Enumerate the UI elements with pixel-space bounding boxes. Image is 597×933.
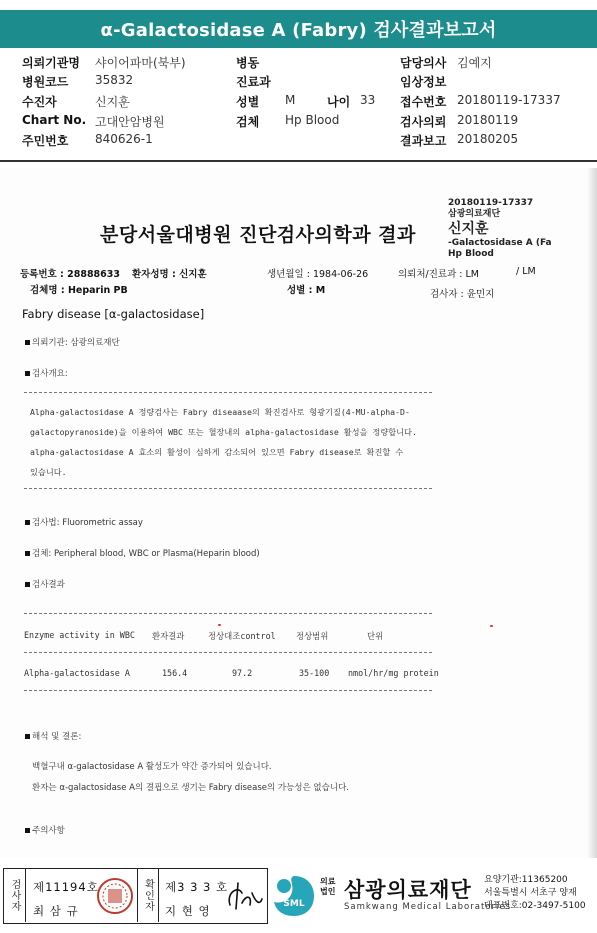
table-cell: 35-100 [299, 668, 330, 678]
divider-2 [24, 488, 432, 489]
clinical-info-label: 임상정보 [400, 75, 447, 89]
lab-contact [484, 874, 586, 913]
age-label: 나이 [327, 95, 351, 109]
scan-edge-shadow [587, 168, 597, 858]
chart-no-label: Chart No. [22, 113, 87, 127]
hospital-code-value: 35832 [95, 73, 134, 87]
examiner-license: 제11194호 [33, 880, 99, 894]
examiner-seal-icon [96, 877, 134, 915]
brand-name: 삼광의료재단 [344, 878, 472, 902]
examiner: 검사자 : 윤민지 [430, 289, 495, 300]
approver-signature-icon [224, 879, 264, 915]
ink-mark [490, 625, 493, 627]
ward-label: 병동 [236, 56, 260, 70]
report-title: α-Galactosidase A (Fabry) 검사결과보고서 [100, 20, 497, 41]
specimen-value: Hp Blood [285, 113, 340, 127]
lab-brand [272, 872, 597, 922]
doctor-value: 김예지 [457, 56, 492, 70]
bullet-results: 검사결과 [25, 578, 65, 590]
overview-line: alpha-galactosidase A 효소의 활성이 심하게 감소되어 있으면 Fabry disease로 확진할 수 [30, 447, 404, 457]
approver-name: 지 현 영 [165, 904, 211, 918]
table-bottom-rule [24, 690, 432, 691]
sex-value: M [285, 93, 296, 107]
contact-line: 서울특별시 서초구 양재 [484, 888, 577, 898]
approver-license: 제3 3 3 호 [165, 880, 229, 894]
brand-legal-type: 의료 법인 [320, 877, 336, 896]
table-header: 정상대조control [208, 631, 276, 641]
bullet-notes: 주의사항 [25, 824, 65, 836]
sex-label: 성별 [236, 95, 260, 109]
scan-report-title: 분당서울대병원 진단검사의학과 결과 [100, 224, 416, 246]
institution-label: 의뢰기관명 [22, 56, 80, 70]
request-date-label: 검사의뢰 [400, 115, 447, 129]
table-top-rule [24, 613, 432, 614]
sticker-specimen: Hp Blood [448, 249, 494, 259]
report-footer [0, 866, 597, 933]
ink-mark [218, 624, 221, 626]
contact-line: 대표번호:02-3497-5100 [484, 901, 586, 911]
header-divider [0, 160, 597, 162]
sticker-test-name: -Galactosidase A (Fa [448, 238, 552, 248]
resident-no-label: 주민번호 [22, 134, 69, 148]
ref-dept-2: / LM [516, 266, 536, 277]
table-cell: 97.2 [232, 668, 253, 678]
sml-logo-icon [272, 874, 316, 918]
approver-vertical-label: 확인자 [137, 869, 159, 922]
report-title-bar [0, 10, 597, 48]
info-row-5 [0, 132, 597, 151]
department-label: 진료과 [236, 75, 271, 89]
report-date-value: 20180205 [457, 132, 519, 146]
receipt-no-label: 접수번호 [400, 95, 447, 109]
brand-subtitle: Samkwang Medical Laboratories [344, 902, 512, 912]
interpretation-line: 백혈구내 α-galactosidase A 활성도가 약간 증가되어 있습니다. [32, 762, 272, 772]
info-row-1 [0, 54, 597, 73]
doctor-label: 담당의사 [400, 56, 447, 70]
bullet-specimen: 검체: Peripheral blood, WBC or Plasma(Heparin blood) [25, 547, 260, 559]
birth-date: 생년월일 : 1984-06-26 [267, 269, 369, 280]
ref-dept: 의뢰처/진료과 : LM [398, 269, 479, 280]
info-row-2 [0, 73, 597, 92]
bullet-interpretation: 해석 및 결론: [25, 730, 81, 742]
divider-1 [24, 392, 432, 393]
report-date-label: 결과보고 [400, 134, 447, 148]
section-title: Fabry disease [α-galactosidase] [22, 307, 205, 321]
hospital-code-label: 병원코드 [22, 75, 69, 89]
sticker-lab-name: 삼광의료재단 [448, 209, 501, 219]
request-date-value: 20180119 [457, 113, 519, 127]
examiner-name: 최 삼 규 [33, 904, 79, 918]
reg-no: 등록번호 : 28888633 [20, 269, 121, 280]
overview-line: Alpha-galactosidase A 정량검사는 Fabry diseaase의 확진검사로 형광기질(4-MU-alpha-D- [30, 407, 410, 417]
signature-box [3, 868, 268, 924]
interpretation-line: 환자는 α-galactosidase A의 결핍으로 생기는 Fabry disease의 가능성은 없습니다. [32, 783, 349, 793]
bullet-overview: 검사개요: [25, 367, 68, 379]
examiner-vertical-label: 검사자 [4, 869, 26, 922]
table-header: 환자결과 [152, 631, 185, 641]
info-row-4 [0, 113, 597, 132]
patient-info-grid [0, 54, 597, 154]
patient-value: 신지훈 [95, 95, 130, 109]
specimen-name: 검체명 : Heparin PB [30, 285, 128, 296]
table-cell: nmol/hr/mg protein [348, 668, 439, 678]
table-mid-rule [24, 652, 432, 653]
specimen-label-sticker [448, 198, 597, 260]
scanned-report [0, 168, 597, 858]
overview-paragraph [30, 402, 440, 482]
overview-line: 있습니다. [30, 467, 67, 477]
bullet-method: 검사법: Fluorometric assay [25, 516, 143, 528]
table-cell: Alpha-galactosidase A [24, 668, 130, 678]
patient-label: 수진자 [22, 95, 57, 109]
table-header: 정상범위 [296, 631, 329, 641]
scan-sex: 성별 : M [287, 285, 326, 296]
svg-text:SML: SML [283, 899, 305, 909]
patient-name: 환자성명 : 신지훈 [132, 269, 207, 280]
age-value: 33 [360, 93, 376, 107]
bullet-referral: 의뢰기관: 삼광의료재단 [25, 336, 120, 348]
sticker-receipt-no: 20180119-17337 [448, 198, 534, 208]
overview-line: galactopyranoside)을 이용하여 WBC 또는 혈장내의 alpha-galactosidase 활성을 정량합니다. [30, 427, 417, 437]
institution-value: 샤이어파마(북부) [95, 56, 186, 70]
table-cell: 156.4 [162, 668, 188, 678]
info-row-3 [0, 93, 597, 112]
receipt-no-value: 20180119-17337 [457, 93, 561, 107]
table-header: Enzyme activity in WBC [24, 630, 135, 640]
sticker-patient-name: 신지훈 [448, 221, 489, 237]
chart-no-value: 고대안암병원 [95, 115, 165, 129]
table-header: 단위 [367, 631, 384, 641]
resident-no-value: 840626-1 [95, 132, 153, 146]
contact-line: 요양기관:11365200 [484, 875, 568, 885]
specimen-label: 검체 [236, 115, 260, 129]
